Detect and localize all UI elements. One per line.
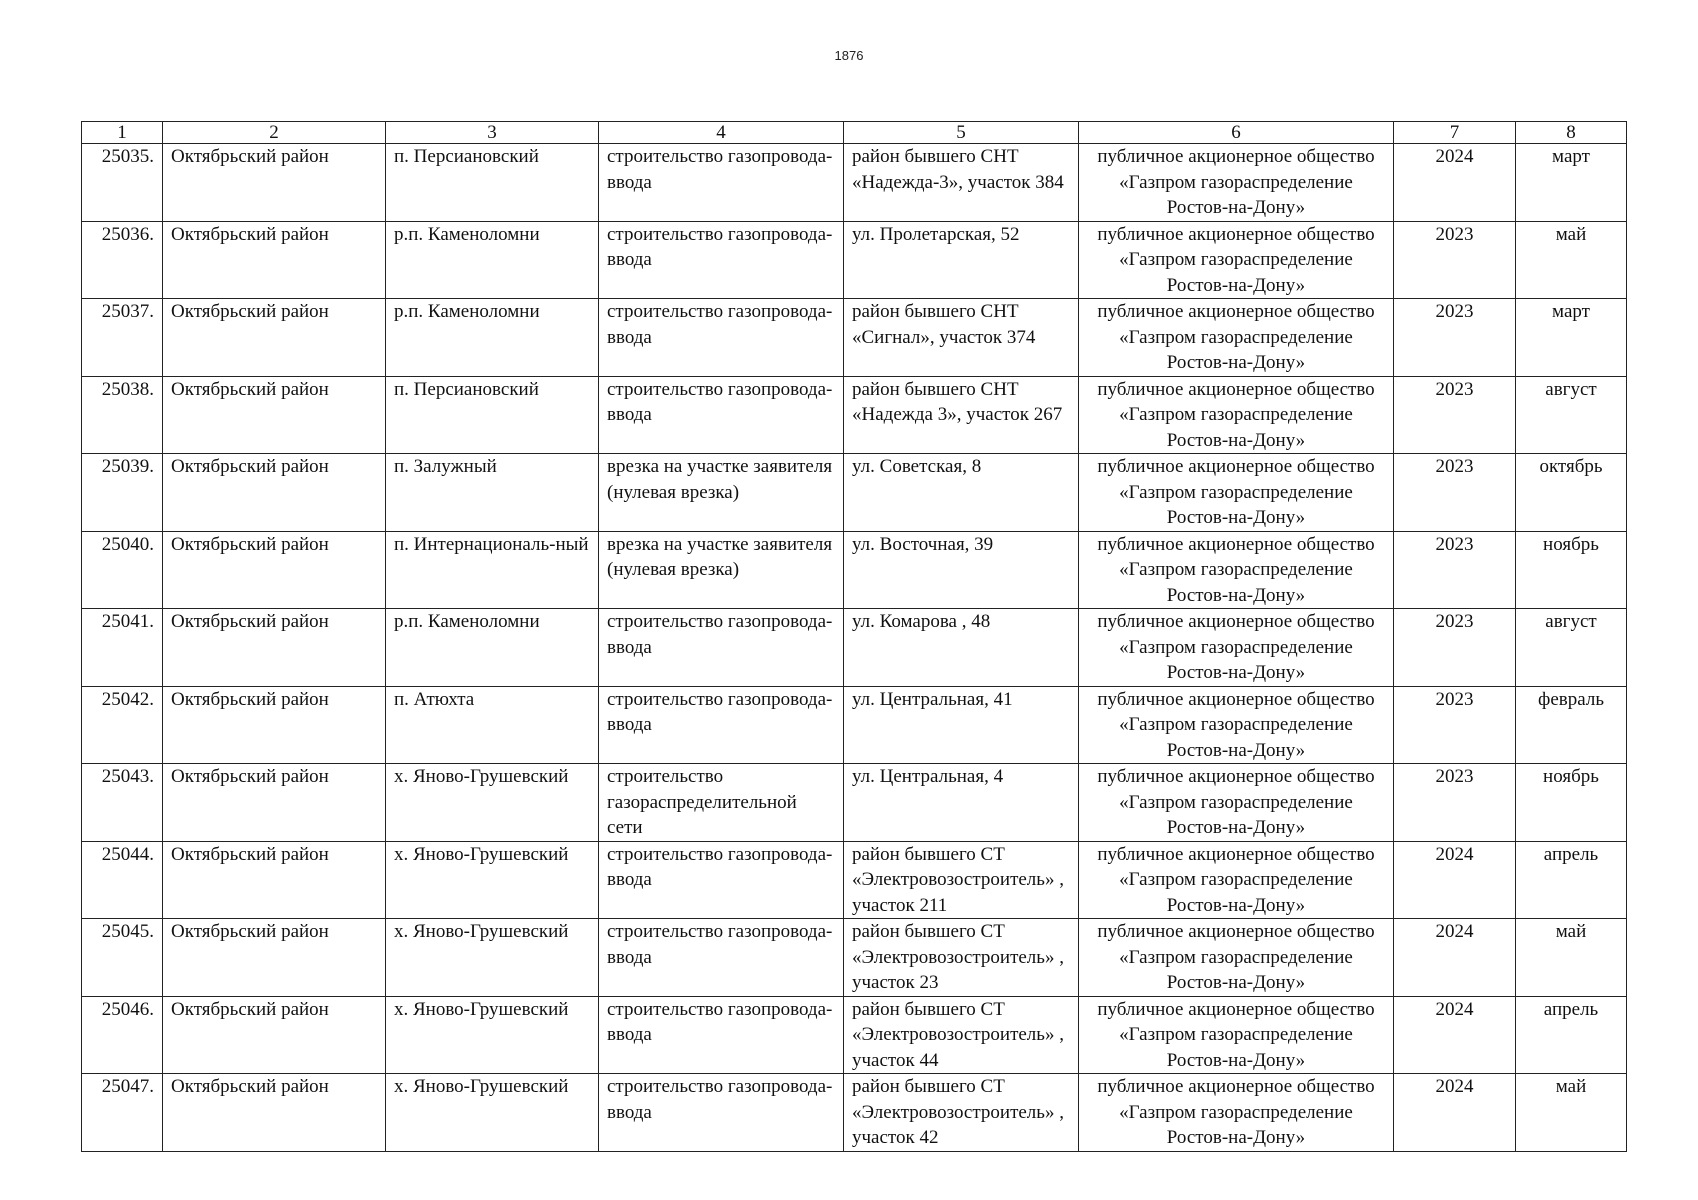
row-number: 25046.	[82, 996, 163, 1074]
month-cell: август	[1516, 609, 1627, 687]
district-cell: Октябрьский район	[163, 1074, 386, 1152]
year-cell: 2023	[1394, 299, 1516, 377]
owner-cell: публичное акционерное общество «Газпром газораспределение Ростов-на-Дону»	[1079, 454, 1394, 532]
address-cell: район бывшего СНТ «Сигнал», участок 374	[844, 299, 1079, 377]
locality-cell: п. Атюхта	[386, 686, 599, 764]
district-cell: Октябрьский район	[163, 299, 386, 377]
table-header	[82, 122, 1627, 144]
table-row	[82, 454, 1627, 532]
locality-cell: п. Залужный	[386, 454, 599, 532]
year-cell: 2023	[1394, 609, 1516, 687]
work-type-cell: строительство газопровода-ввода	[599, 686, 844, 764]
address-cell: ул. Восточная, 39	[844, 531, 1079, 609]
row-number: 25037.	[82, 299, 163, 377]
district-cell: Октябрьский район	[163, 764, 386, 842]
year-cell: 2024	[1394, 919, 1516, 997]
year-cell: 2023	[1394, 531, 1516, 609]
address-cell: ул. Советская, 8	[844, 454, 1079, 532]
table-row	[82, 1074, 1627, 1152]
row-number: 25041.	[82, 609, 163, 687]
work-type-cell: строительство газопровода-ввода	[599, 144, 844, 222]
year-cell: 2023	[1394, 764, 1516, 842]
table-row	[82, 531, 1627, 609]
row-number: 25039.	[82, 454, 163, 532]
district-cell: Октябрьский район	[163, 919, 386, 997]
work-type-cell: строительство газораспределительной сети	[599, 764, 844, 842]
address-cell: район бывшего СТ «Электровозостроитель» , участок 42	[844, 1074, 1079, 1152]
owner-cell: публичное акционерное общество «Газпром газораспределение Ростов-на-Дону»	[1079, 376, 1394, 454]
locality-cell: х. Яново-Грушевский	[386, 996, 599, 1074]
month-cell: апрель	[1516, 996, 1627, 1074]
table-row	[82, 919, 1627, 997]
page-number: 1876	[834, 48, 864, 63]
locality-cell: р.п. Каменоломни	[386, 299, 599, 377]
column-header: 3	[386, 122, 599, 144]
month-cell: октябрь	[1516, 454, 1627, 532]
table-row	[82, 221, 1627, 299]
year-cell: 2024	[1394, 144, 1516, 222]
address-cell: район бывшего СНТ «Надежда-3», участок 384	[844, 144, 1079, 222]
owner-cell: публичное акционерное общество «Газпром газораспределение Ростов-на-Дону»	[1079, 299, 1394, 377]
locality-cell: х. Яново-Грушевский	[386, 1074, 599, 1152]
row-number: 25047.	[82, 1074, 163, 1152]
column-header: 4	[599, 122, 844, 144]
owner-cell: публичное акционерное общество «Газпром газораспределение Ростов-на-Дону»	[1079, 919, 1394, 997]
work-type-cell: строительство газопровода-ввода	[599, 299, 844, 377]
owner-cell: публичное акционерное общество «Газпром газораспределение Ростов-на-Дону»	[1079, 609, 1394, 687]
month-cell: март	[1516, 299, 1627, 377]
month-cell: апрель	[1516, 841, 1627, 919]
locality-cell: х. Яново-Грушевский	[386, 841, 599, 919]
locality-cell: р.п. Каменоломни	[386, 609, 599, 687]
owner-cell: публичное акционерное общество «Газпром газораспределение Ростов-на-Дону»	[1079, 686, 1394, 764]
district-cell: Октябрьский район	[163, 376, 386, 454]
district-cell: Октябрьский район	[163, 686, 386, 764]
table-row	[82, 299, 1627, 377]
register-table	[81, 121, 1627, 1152]
year-cell: 2023	[1394, 686, 1516, 764]
month-cell: май	[1516, 1074, 1627, 1152]
work-type-cell: строительство газопровода-ввода	[599, 841, 844, 919]
district-cell: Октябрьский район	[163, 609, 386, 687]
address-cell: ул. Центральная, 41	[844, 686, 1079, 764]
address-cell: ул. Пролетарская, 52	[844, 221, 1079, 299]
year-cell: 2023	[1394, 454, 1516, 532]
month-cell: март	[1516, 144, 1627, 222]
row-number: 25038.	[82, 376, 163, 454]
owner-cell: публичное акционерное общество «Газпром газораспределение Ростов-на-Дону»	[1079, 764, 1394, 842]
owner-cell: публичное акционерное общество «Газпром газораспределение Ростов-на-Дону»	[1079, 841, 1394, 919]
table-row	[82, 841, 1627, 919]
year-cell: 2023	[1394, 376, 1516, 454]
header-row	[82, 122, 1627, 144]
table-row	[82, 996, 1627, 1074]
owner-cell: публичное акционерное общество «Газпром газораспределение Ростов-на-Дону»	[1079, 144, 1394, 222]
year-cell: 2024	[1394, 1074, 1516, 1152]
locality-cell: р.п. Каменоломни	[386, 221, 599, 299]
table-row	[82, 144, 1627, 222]
column-header: 1	[82, 122, 163, 144]
year-cell: 2024	[1394, 841, 1516, 919]
address-cell: район бывшего СТ «Электровозостроитель» , участок 211	[844, 841, 1079, 919]
table-row	[82, 764, 1627, 842]
district-cell: Октябрьский район	[163, 531, 386, 609]
work-type-cell: строительство газопровода-ввода	[599, 996, 844, 1074]
locality-cell: х. Яново-Грушевский	[386, 764, 599, 842]
month-cell: ноябрь	[1516, 531, 1627, 609]
row-number: 25042.	[82, 686, 163, 764]
month-cell: май	[1516, 221, 1627, 299]
table-row	[82, 376, 1627, 454]
table-row	[82, 609, 1627, 687]
year-cell: 2024	[1394, 996, 1516, 1074]
district-cell: Октябрьский район	[163, 841, 386, 919]
row-number: 25036.	[82, 221, 163, 299]
address-cell: район бывшего СТ «Электровозостроитель» , участок 44	[844, 996, 1079, 1074]
row-number: 25044.	[82, 841, 163, 919]
month-cell: ноябрь	[1516, 764, 1627, 842]
column-header: 6	[1079, 122, 1394, 144]
column-header: 8	[1516, 122, 1627, 144]
address-cell: ул. Комарова , 48	[844, 609, 1079, 687]
owner-cell: публичное акционерное общество «Газпром газораспределение Ростов-на-Дону»	[1079, 531, 1394, 609]
locality-cell: п. Персиановский	[386, 144, 599, 222]
work-type-cell: строительство газопровода-ввода	[599, 221, 844, 299]
address-cell: ул. Центральная, 4	[844, 764, 1079, 842]
work-type-cell: строительство газопровода-ввода	[599, 1074, 844, 1152]
locality-cell: п. Персиановский	[386, 376, 599, 454]
column-header: 5	[844, 122, 1079, 144]
owner-cell: публичное акционерное общество «Газпром газораспределение Ростов-на-Дону»	[1079, 1074, 1394, 1152]
month-cell: август	[1516, 376, 1627, 454]
column-header: 2	[163, 122, 386, 144]
district-cell: Октябрьский район	[163, 221, 386, 299]
owner-cell: публичное акционерное общество «Газпром газораспределение Ростов-на-Дону»	[1079, 996, 1394, 1074]
address-cell: район бывшего СТ «Электровозостроитель» , участок 23	[844, 919, 1079, 997]
work-type-cell: строительство газопровода-ввода	[599, 609, 844, 687]
district-cell: Октябрьский район	[163, 144, 386, 222]
locality-cell: х. Яново-Грушевский	[386, 919, 599, 997]
district-cell: Октябрьский район	[163, 454, 386, 532]
owner-cell: публичное акционерное общество «Газпром газораспределение Ростов-на-Дону»	[1079, 221, 1394, 299]
work-type-cell: строительство газопровода-ввода	[599, 919, 844, 997]
work-type-cell: врезка на участке заявителя (нулевая врезка)	[599, 454, 844, 532]
month-cell: май	[1516, 919, 1627, 997]
row-number: 25035.	[82, 144, 163, 222]
locality-cell: п. Интернациональ-ный	[386, 531, 599, 609]
work-type-cell: строительство газопровода-ввода	[599, 376, 844, 454]
table-body	[82, 144, 1627, 1152]
column-header: 7	[1394, 122, 1516, 144]
work-type-cell: врезка на участке заявителя (нулевая врезка)	[599, 531, 844, 609]
year-cell: 2023	[1394, 221, 1516, 299]
month-cell: февраль	[1516, 686, 1627, 764]
table-row	[82, 686, 1627, 764]
row-number: 25045.	[82, 919, 163, 997]
row-number: 25043.	[82, 764, 163, 842]
district-cell: Октябрьский район	[163, 996, 386, 1074]
address-cell: район бывшего СНТ «Надежда 3», участок 267	[844, 376, 1079, 454]
row-number: 25040.	[82, 531, 163, 609]
